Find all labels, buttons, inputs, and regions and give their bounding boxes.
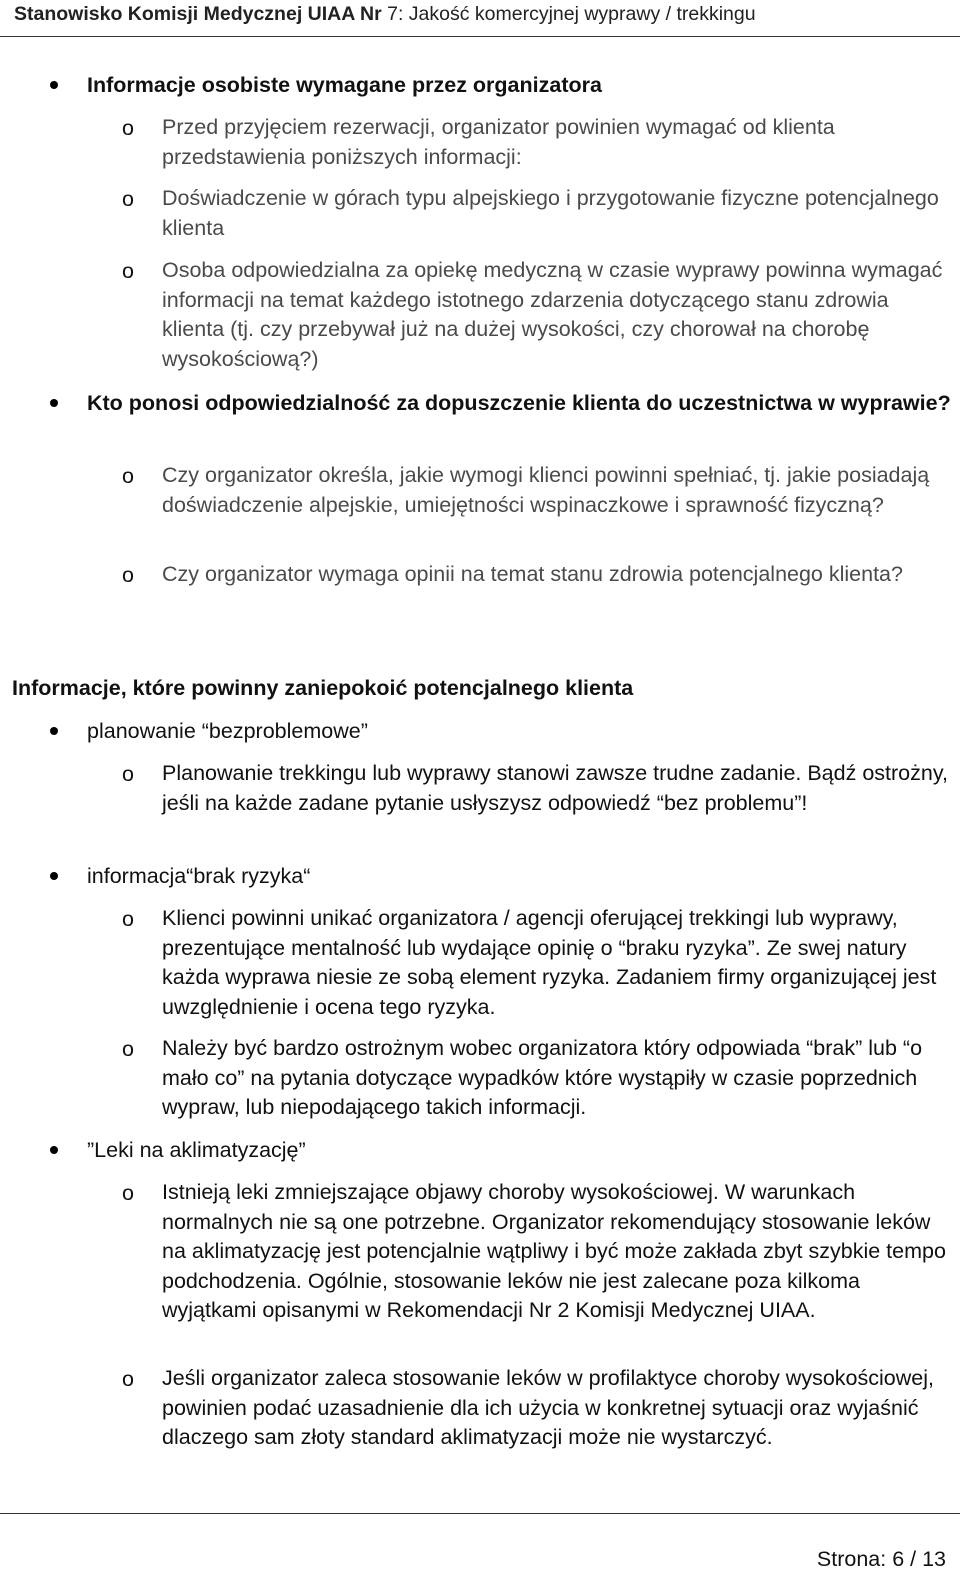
- list-item: Jeśli organizator zaleca stosowanie leków w profilaktyce choroby wysokościowej, powinien podać uzasadnienie dla ich użycia w konkretnej sytuacji oraz wyjaśnić dlaczego sam złoty standard aklimatyzacji może nie wystarczyć.: [162, 1366, 934, 1449]
- header-title-rest: 7: Jakość komercyjnej wyprawy / trekkingu: [381, 3, 756, 25]
- sub-bullet-marker: o: [122, 563, 134, 587]
- bullet-title: ”Leki na aklimatyzację”: [87, 1138, 306, 1162]
- bullet-dot: [50, 399, 58, 407]
- list-item: Istnieją leki zmniejszające objawy choroby wysokościowej. W warunkach normalnych nie są one potrzebne. Organizator rekomendujący stosowanie leków na aklimatyzację jest potencjalnie wątpliwy i być może zakłada zbyt szybkie tempo podchodzenia. Ogólnie, stosowanie leków nie jest zalecane poza kilkoma wyjątkami opisanymi w Rekomendacji Nr 2 Komisji Medycznej UIAA.: [162, 1180, 946, 1322]
- sub-bullet-marker: o: [122, 1367, 134, 1391]
- list-item: Przed przyjęciem rezerwacji, organizator powinien wymagać od klienta przedstawienia poniższych informacji:: [162, 115, 835, 169]
- sub-bullet-marker: o: [122, 464, 134, 488]
- page-number: Strona: 6 / 13: [816, 1547, 946, 1571]
- list-item: Planowanie trekkingu lub wyprawy stanowi zawsze trudne zadanie. Bądź ostrożny, jeśli na każde zadane pytanie usłyszysz odpowiedź “bez problemu”!: [162, 761, 948, 815]
- footer-divider: [0, 1513, 960, 1514]
- sub-bullet-marker: o: [122, 187, 134, 211]
- bullet-title: Kto ponosi odpowiedzialność za dopuszczenie klienta do uczestnictwa w wyprawie?: [87, 391, 951, 415]
- list-item: Czy organizator określa, jakie wymogi klienci powinni spełniać, tj. jakie posiadają doświadczenie alpejskie, umiejętności wspinaczkowe i sprawność fizyczną?: [162, 463, 930, 517]
- bullet-dot: [50, 81, 58, 89]
- header-title-bold: Stanowisko Komisji Medycznej UIAA Nr: [14, 3, 382, 25]
- sub-bullet-marker: o: [122, 1037, 134, 1061]
- sub-bullet-marker: o: [122, 762, 134, 786]
- sub-bullet-marker: o: [122, 259, 134, 283]
- page-header: [0, 0, 960, 37]
- sub-bullet-marker: o: [122, 1181, 134, 1205]
- bullet-dot: [50, 1146, 58, 1154]
- list-item: Klienci powinni unikać organizatora / agencji oferującej trekkingi lub wyprawy, prezentujące mentalność lub wydające opinię o “braku ryzyka”. Ze swej natury każda wyprawa niesie ze sobą element ryzyka. Zadaniem firmy organizującej jest uwzględnienie i ocena tego ryzyka.: [162, 906, 937, 1019]
- list-item: Doświadczenie w górach typu alpejskiego i przygotowanie fizyczne potencjalnego klienta: [162, 186, 939, 240]
- bullet-title: Informacje osobiste wymagane przez organizatora: [87, 73, 602, 97]
- sub-bullet-marker: o: [122, 116, 134, 140]
- list-item: Czy organizator wymaga opinii na temat stanu zdrowia potencjalnego klienta?: [162, 562, 903, 586]
- sub-bullet-marker: o: [122, 907, 134, 931]
- section-heading: Informacje, które powinny zaniepokoić potencjalnego klienta: [12, 676, 634, 700]
- list-item: Osoba odpowiedzialna za opiekę medyczną w czasie wyprawy powinna wymagać informacji na temat każdego istotnego zdarzenia dotyczącego stanu zdrowia klienta (tj. czy przebywał już na dużej wysokości, czy chorował na chorobę wysokościową?): [162, 258, 943, 371]
- bullet-title: planowanie “bezproblemowe”: [87, 719, 368, 743]
- bullet-title: informacja“brak ryzyka“: [87, 864, 311, 888]
- bullet-dot: [50, 872, 58, 880]
- list-item: Należy być bardzo ostrożnym wobec organizatora który odpowiada “brak” lub “o mało co” na pytania dotyczące wypadków które wystąpiły w czasie poprzednich wypraw, lub niepodającego takich informacji.: [162, 1036, 923, 1119]
- bullet-dot: [50, 727, 58, 735]
